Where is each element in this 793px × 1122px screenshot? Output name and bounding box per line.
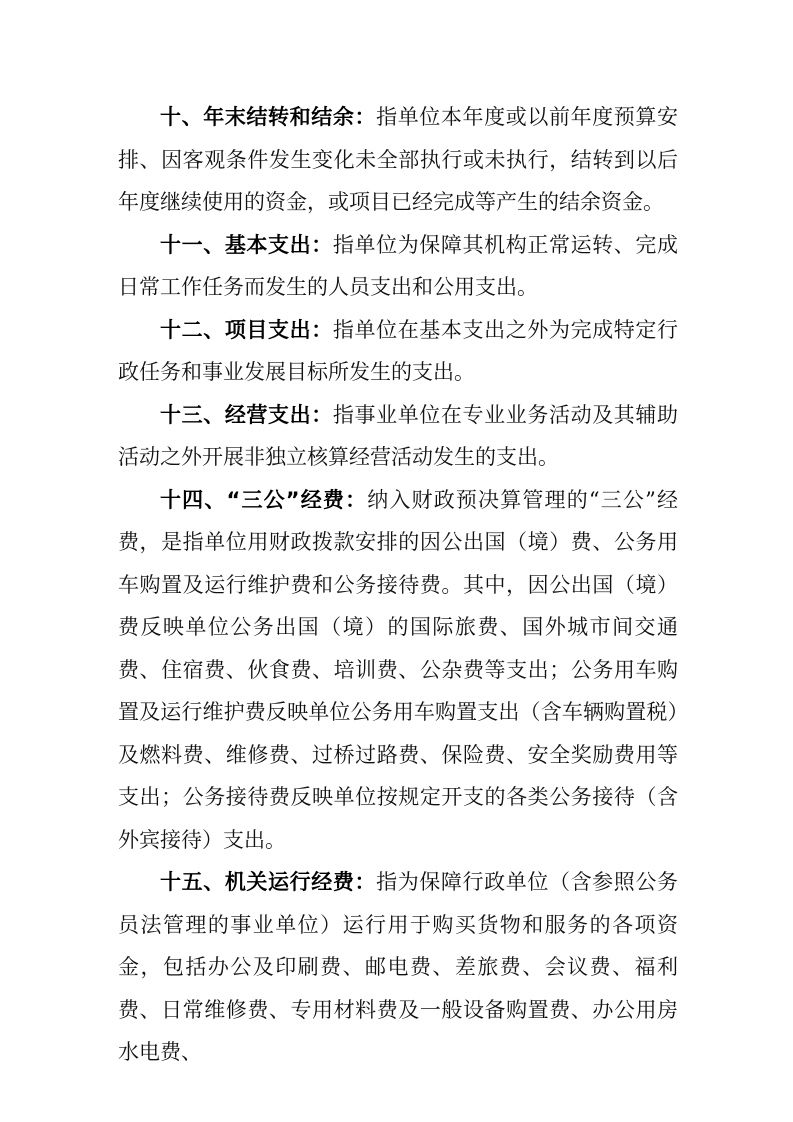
paragraph-text: 指单位本年度或以前年度预算安排、因客观条件发生变化未全部执行或未执行，结转到以后年度继续使用的资金，或项目已经完成等产生的结余资金。 [118, 105, 679, 214]
paragraph-term: 十一、基本支出： [160, 232, 333, 257]
paragraph-term: 十四、“三公”经费： [160, 487, 368, 512]
paragraph-project-expenditure [118, 309, 678, 394]
paragraph-text: 指单位在基本支出之外为完成特定行政任务和事业发展目标所发生的支出。 [118, 317, 679, 384]
paragraph-text: 指事业单位在专业业务活动及其辅助活动之外开展非独立核算经营活动发生的支出。 [118, 402, 679, 469]
paragraph-three-public-expenses [118, 479, 678, 862]
paragraph-term: 十五、机关运行经费： [160, 870, 377, 894]
paragraph-operating-expenditure [118, 394, 678, 479]
paragraph-term: 十、年末结转和结余： [160, 105, 377, 129]
document-body [118, 96, 678, 1074]
paragraph-text: 纳入财政预决算管理的“三公”经费，是指单位用财政拨款安排的因公出国（境）费、公务用车购置及运行维护费和公务接待费。其中，因公出国（境）费反映单位公务出国（境）的国际旅费、国外城市间交通费、住宿费、伙食费、培训费、公杂费等支出；公务用车购置及运行维护费反映单位公务用车购置支出（含车辆购置税）及燃料费、维修费、过桥过路费、保险费、安全奖励费用等支出；公务接待费反映单位按规定开支的各类公务接待（含外宾接待）支出。 [118, 487, 678, 852]
paragraph-term: 十三、经营支出： [160, 402, 333, 427]
paragraph-basic-expenditure [118, 224, 678, 309]
paragraph-term: 十二、项目支出： [160, 317, 333, 342]
paragraph-carryover-balance [118, 96, 678, 224]
paragraph-text: 指为保障行政单位（含参照公务员法管理的事业单位）运行用于购买货物和服务的各项资金，包括办公及印刷费、邮电费、差旅费、会议费、福利费、日常维修费、专用材料费及一般设备购置费、办公用房水电费、 [118, 870, 679, 1064]
paragraph-agency-operating-funds [118, 861, 678, 1074]
paragraph-text: 指单位为保障其机构正常运转、完成日常工作任务而发生的人员支出和公用支出。 [118, 232, 679, 299]
